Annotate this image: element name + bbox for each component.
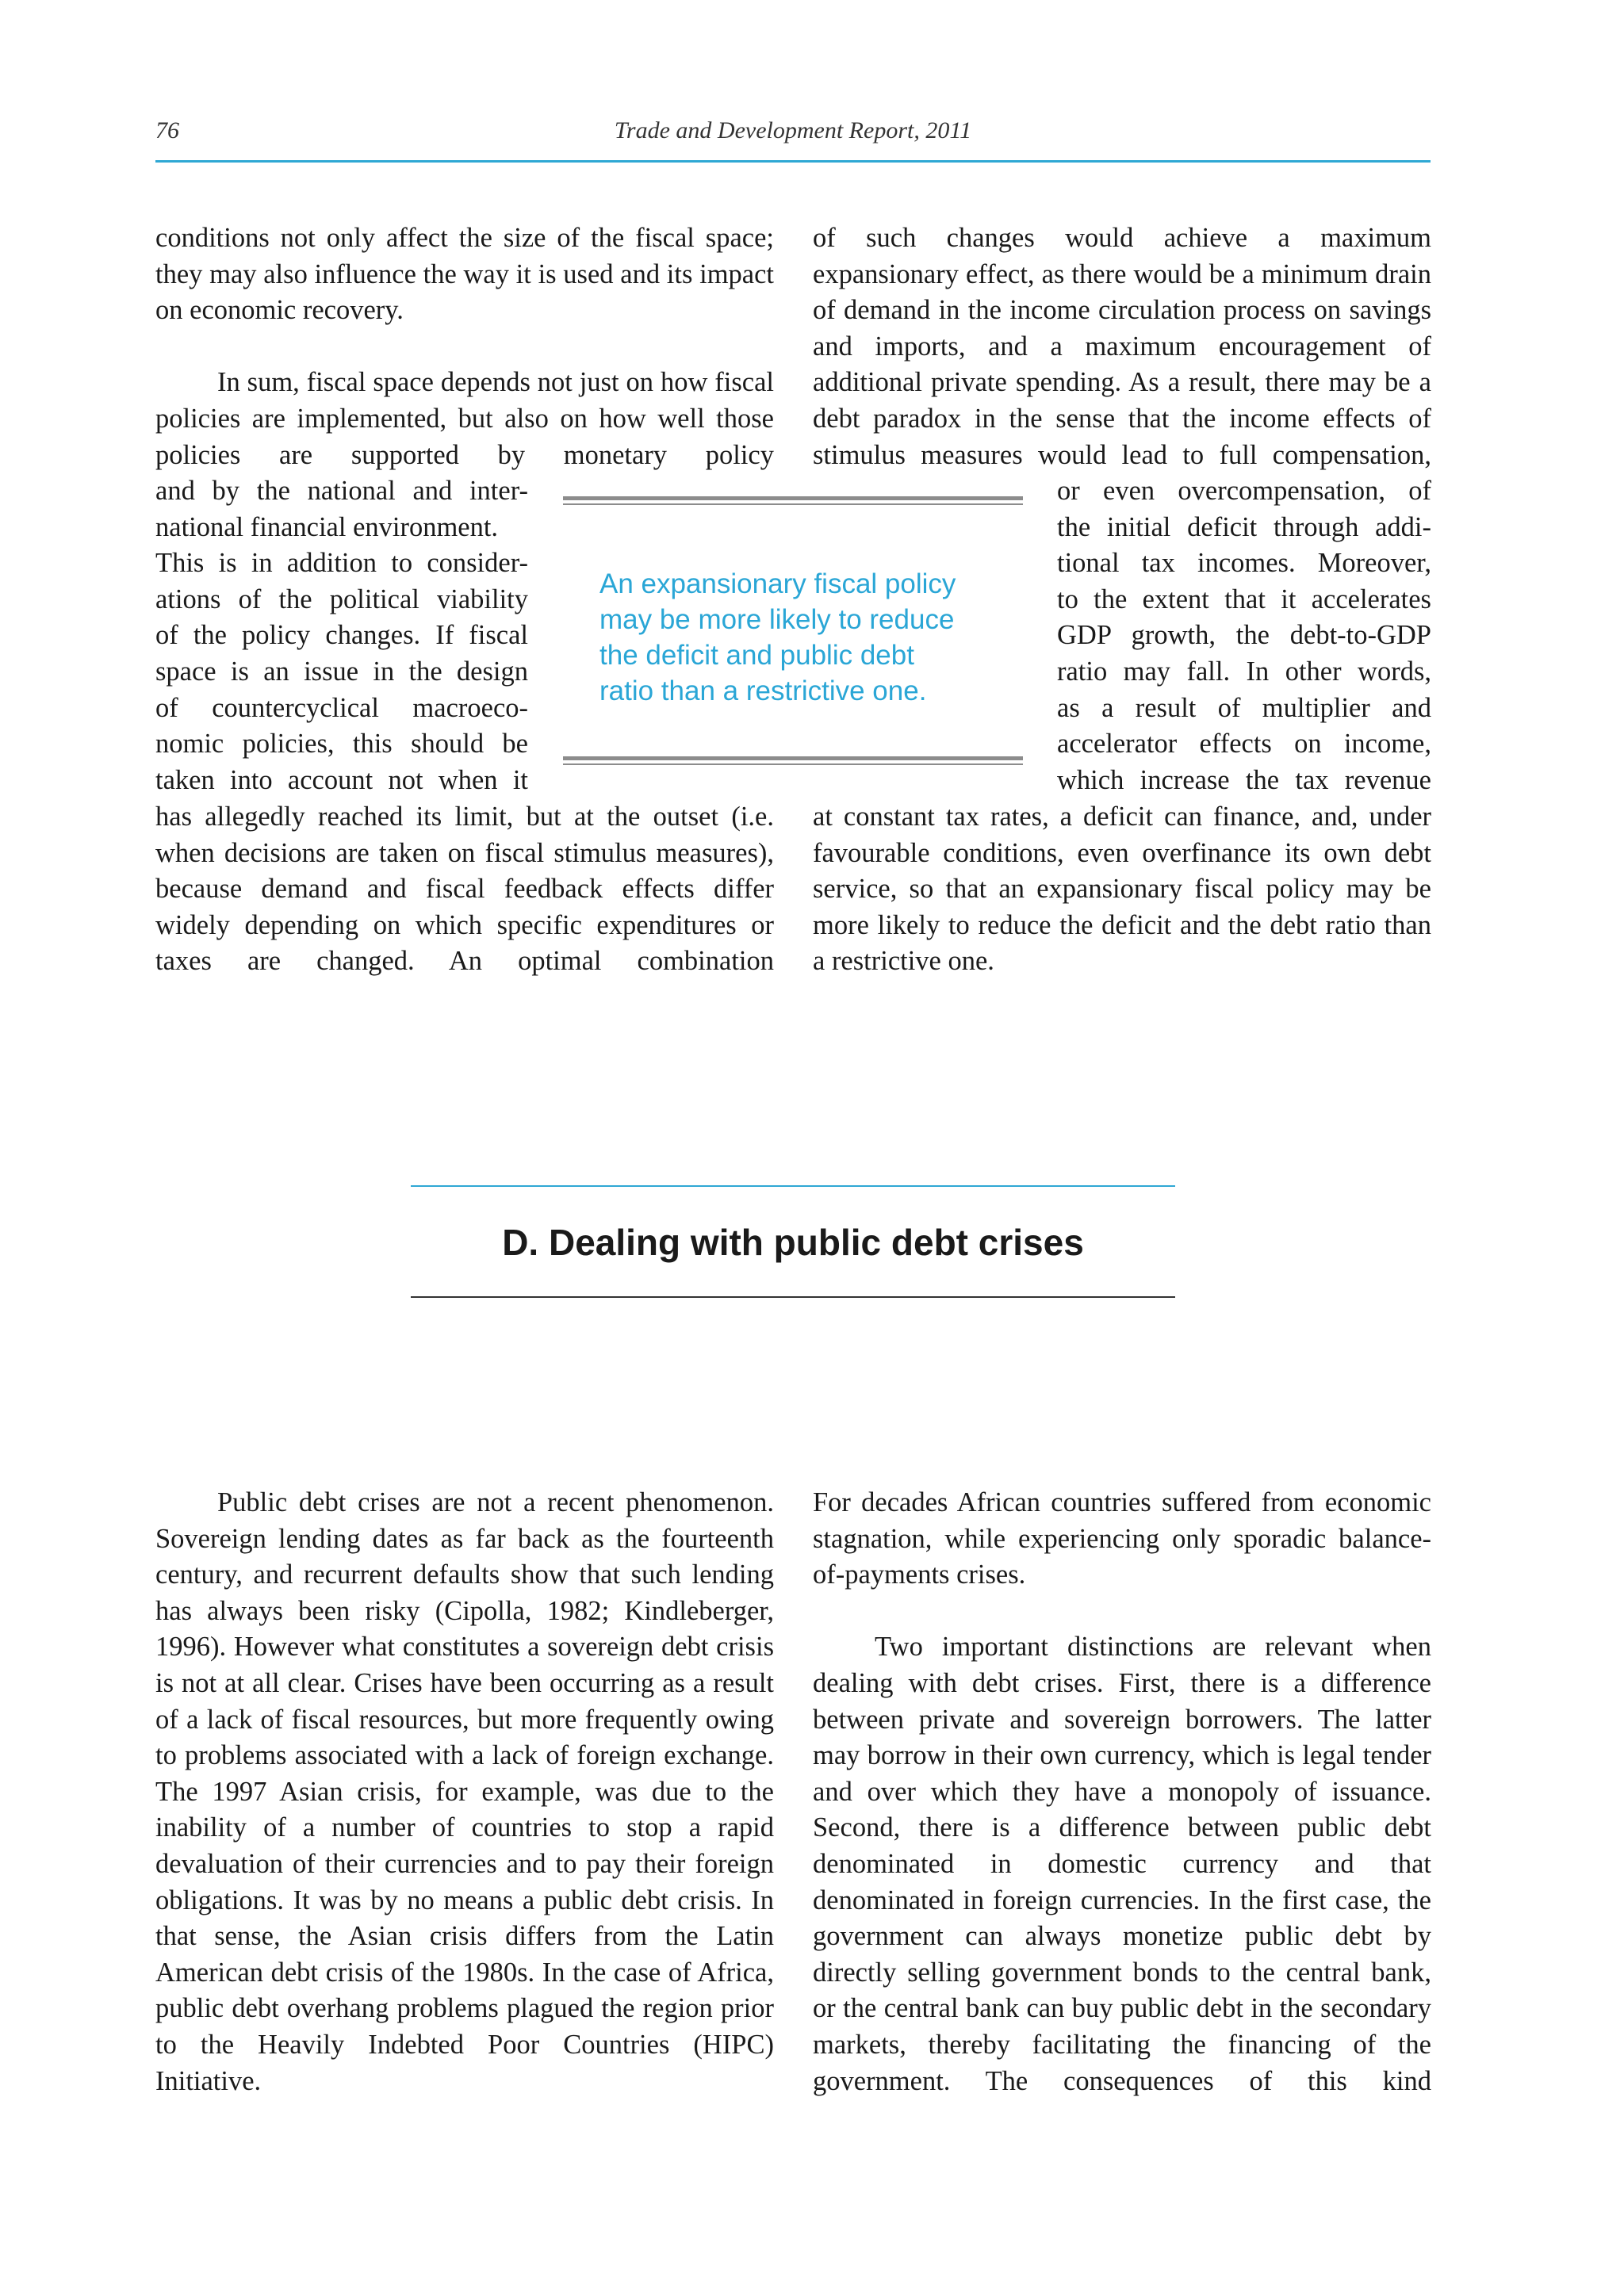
paragraph: For decades African countries suffered from economic stagnation, while experiencing only sporadic balance-of-payments crises. <box>813 1487 1431 1590</box>
top-right-bottom <box>813 799 1431 980</box>
top-right-narrow <box>1057 473 1431 798</box>
top-left-bottom <box>155 799 774 980</box>
header-rule <box>155 160 1431 163</box>
text-line: to the extent that it accelerates <box>1057 584 1431 614</box>
text-line: of countercyclical macroeco- <box>155 692 528 723</box>
paragraph: Public debt crises are not a recent phenomenon. Sovereign lending dates as far back as the fourteenth century, and recurrent defaults show that such lending has always been risky (Cipolla, 1982; Kindleberger, 1996). However what constitutes a sovereign debt crisis is not at all clear. Crises have been occurring as a result of a lack of fiscal resources, but more frequently owing to problems associated with a lack of foreign exchange. The 1997 Asian crisis, for example, was due to the inability of a number of countries to stop a rapid devaluation of their currencies and to pay their foreign obligations. It was by no means a public debt crisis. In that sense, the Asian crisis differs from the Latin American debt crisis of the 1980s. In the case of Africa, public debt overhang problems plagued the region prior to the Heavily Indebted Poor Countries (HIPC) Initiative. <box>155 1487 774 2096</box>
text-line: nomic policies, this should be <box>155 729 528 760</box>
text-line: GDP growth, the debt-to-GDP <box>1057 620 1431 651</box>
text-line: ratio may fall. In other words, <box>1057 656 1431 687</box>
text-line: accelerator effects on income, <box>1057 729 1431 760</box>
pull-quote-line: ratio than a restrictive one. <box>599 675 927 706</box>
section-rule-bottom <box>411 1296 1175 1298</box>
pull-quote <box>563 492 1023 771</box>
page-number: 76 <box>155 117 179 144</box>
paragraph: conditions not only affect the size of the fiscal space; they may also influence the way it is used and its impact on economic recovery. <box>155 223 774 326</box>
paragraph: Two important distinctions are relevant when dealing with debt crises. First, there is a difference between private and sovereign borrowers. The latter may borrow in their own currency, which is legal tender and over which they have a monopoly of issuance. Second, there is a difference between public debt denominated in domestic currency and that denominated in foreign currencies. In the first case, the government can always monetize public debt by directly selling government bonds to the central bank, or the central bank can buy public debt in the secondary markets, thereby facilitating the financing of the government. The consequences of this kind <box>813 1632 1431 2096</box>
text-line: national financial environment. <box>155 511 499 542</box>
pull-quote-text <box>599 566 1012 709</box>
running-title: Trade and Development Report, 2011 <box>614 117 972 144</box>
section-rule-top <box>411 1185 1175 1187</box>
top-left-column <box>155 220 774 473</box>
bottom-left-column <box>155 1485 774 2099</box>
page-header <box>155 117 1431 149</box>
text-line: as a result of multiplier and <box>1057 692 1431 723</box>
text-line: ations of the political viability <box>155 584 528 614</box>
pull-quote-rule-bottom <box>563 756 1023 767</box>
pull-quote-line: may be more likely to reduce <box>599 604 955 635</box>
text-line: tional tax incomes. Moreover, <box>1057 548 1431 579</box>
text-line: and by the national and inter- <box>155 476 528 506</box>
section-heading: D. Dealing with public debt crises <box>502 1222 1084 1263</box>
text-line: taken into account not when it <box>155 764 528 795</box>
top-left-narrow <box>155 473 528 798</box>
paragraph: of such changes would achieve a maximum expansionary effect, as there would be a minimum drain of demand in the income circulation process on savings and imports, and a maximum encouragement of additional private spending. As a result, there may be a debt paradox in the sense that the income effects of stimulus measures would lead to full compensation, <box>813 223 1431 470</box>
text-line: of the policy changes. If fiscal <box>155 620 528 651</box>
text-line: or even overcompensation, of <box>1057 476 1431 506</box>
pull-quote-rule-top <box>563 496 1023 507</box>
text-line: space is an issue in the design <box>155 656 528 687</box>
text-line: which increase the tax revenue <box>1057 764 1431 795</box>
paragraph: has allegedly reached its limit, but at the outset (i.e. when decisions are taken on fiscal stimulus measures), because demand and fiscal feedback effects differ widely depending on which specific expenditures or taxes are changed. An optimal combination <box>155 802 774 977</box>
pull-quote-line: An expansionary fiscal policy <box>599 568 956 599</box>
text-line: the initial deficit through addi- <box>1057 511 1431 542</box>
paragraph: at constant tax rates, a deficit can finance, and, under favourable conditions, even overfinance its own debt service, so that an expansionary fiscal policy may be more likely to reduce the deficit and the debt ratio than a restrictive one. <box>813 802 1431 977</box>
top-right-column <box>813 220 1431 473</box>
bottom-right-column <box>813 1485 1431 2099</box>
pull-quote-line: the deficit and public debt <box>599 640 914 671</box>
paragraph: In sum, fiscal space depends not just on how fiscal policies are implemented, but also on how well those policies are supported by monetary policy <box>155 367 774 470</box>
text-line: This is in addition to consider- <box>155 548 528 579</box>
